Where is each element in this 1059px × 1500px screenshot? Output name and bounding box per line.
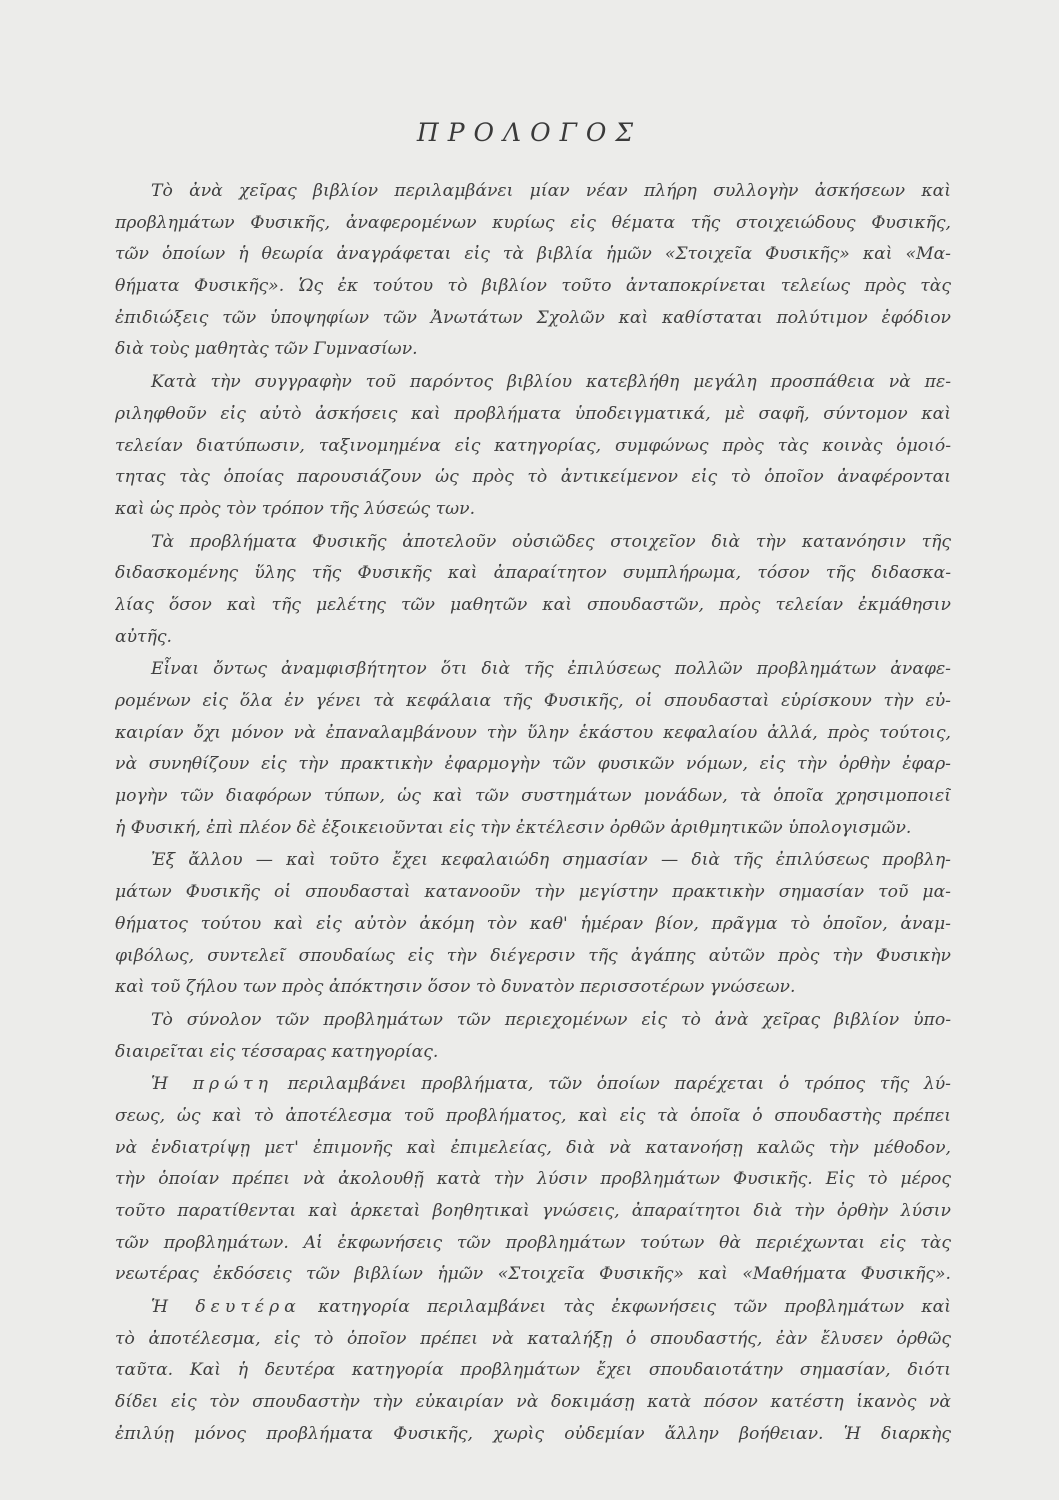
paragraph-1 [115,176,951,366]
text-line: καὶ ὡς πρὸς τὸν τρόπον τῆς λύσεώς των. [115,498,476,519]
text-line: ἐπιλύῃ μόνος προβλήματα Φυσικῆς, χωρὶς οὐδεμίαν ἄλλην βοήθειαν. Ἡ διαρκὴς [115,1423,951,1444]
text-line: τῶν ὁποίων ἡ θεωρία ἀναγράφεται εἰς τὰ βιβλία ἡμῶν «Στοιχεῖα Φυσικῆς» καὶ «Μα- [115,244,951,265]
text-line: νεωτέρας ἐκδόσεις τῶν βιβλίων ἡμῶν «Στοιχεῖα Φυσικῆς» καὶ «Μαθήματα Φυσικῆς». [115,1264,951,1285]
text-line: μογὴν τῶν διαφόρων τύπων, ὡς καὶ τῶν συστημάτων μονάδων, τὰ ὁποῖα χρησιμοποιεῖ [115,786,951,807]
text-line: σεως, ὡς καὶ τὸ ἀποτέλεσμα τοῦ προβλήματος, καὶ εἰς τὰ ὁποῖα ὁ σπουδαστὴς πρέπει [115,1105,951,1126]
text-line: ταῦτα. Καὶ ἡ δευτέρα κατηγορία προβλημάτων ἔχει σπουδαιοτάτην σημασίαν, διότι [115,1360,951,1381]
text-line: τοῦτο παρατίθενται καὶ ἀρκεταὶ βοηθητικαὶ γνώσεις, ἀπαραίτητοι διὰ τὴν ὀρθὴν λύσιν [115,1201,951,1221]
text-line: Τὸ σύνολον τῶν προβλημάτων τῶν περιεχομένων εἰς τὸ ἀνὰ χεῖρας βιβλίον ὑπο- [151,1009,951,1030]
paragraph-8 [115,1292,951,1450]
text-line: καὶ τοῦ ζήλου των πρὸς ἀπόκτησιν ὅσον τὸ δυνατὸν περισσοτέρων γνώσεων. [115,977,796,998]
paragraph-2 [115,367,951,525]
text-line: αὐτῆς. [115,626,172,647]
emphasis-lead: Ἡ πρώτη [151,1074,273,1095]
text-line: ριληφθοῦν εἰς αὐτὸ ἀσκήσεις καὶ προβλήματα ὑποδειγματικά, μὲ σαφῆ, σύντομον καὶ [115,403,951,424]
paragraph-6 [115,1005,951,1068]
text-line: τῶν προβλημάτων. Αἱ ἐκφωνήσεις τῶν προβλημάτων τούτων θὰ περιέχωνται εἰς τὰς [115,1232,951,1253]
text-line: νὰ ἐνδιατρίψῃ μετ' ἐπιμονῆς καὶ ἐπιμελείας, διὰ νὰ κατανοήσῃ καλῶς τὴν μέθοδον, [115,1137,951,1158]
text-line: Ἐξ ἄλλου — καὶ τοῦτο ἔχει κεφαλαιώδη σημασίαν — διὰ τῆς ἐπιλύσεως προβλη- [151,850,951,871]
text-line: ἡ Φυσική, ἐπὶ πλέον δὲ ἐξοικειοῦνται εἰς τὴν ἐκτέλεσιν ὀρθῶν ἀριθμητικῶν ὑπολογισμῶν. [115,817,912,838]
text-line: Κατὰ τὴν συγγραφὴν τοῦ παρόντος βιβλίου κατεβλήθη μεγάλη προσπάθεια νὰ πε- [151,372,951,393]
text-line: Εἶναι ὄντως ἀναμφισβήτητον ὅτι διὰ τῆς ἐπιλύσεως πολλῶν προβλημάτων ἀναφε- [151,659,951,680]
text-line: ρομένων εἰς ὅλα ἐν γένει τὰ κεφάλαια τῆς Φυσικῆς, οἱ σπουδασταὶ εὑρίσκουν τὴν εὐ- [115,691,951,711]
text-line: μάτων Φυσικῆς οἱ σπουδασταὶ κατανοοῦν τὴν μεγίστην πρακτικὴν σημασίαν τοῦ μα- [115,882,951,903]
text-line [115,1292,951,1324]
text-run: περιλαμβάνει προβλήματα, τῶν ὁποίων παρέχεται ὁ τρόπος τῆς λύ- [272,1074,951,1095]
paragraph-5 [115,845,951,1003]
text-line: διδασκομένης ὕλης τῆς Φυσικῆς καὶ ἀπαραίτητον συμπλήρωμα, τόσον τῆς διδασκα- [115,563,951,584]
text-line: θήματος τούτου καὶ εἰς αὐτὸν ἀκόμη τὸν καθ' ἡμέραν βίον, πρᾶγμα τὸ ὁποῖον, ἀναμ- [115,913,951,934]
text-line: δίδει εἰς τὸν σπουδαστὴν τὴν εὐκαιρίαν νὰ δοκιμάσῃ κατὰ πόσον κατέστη ἱκανὸς νὰ [115,1392,951,1413]
text-line: διαιρεῖται εἰς τέσσαρας κατηγορίας. [115,1041,439,1062]
text-line: λίας ὅσον καὶ τῆς μελέτης τῶν μαθητῶν καὶ σπουδαστῶν, πρὸς τελείαν ἐκμάθησιν [115,594,951,615]
text-line: τὸ ἀποτέλεσμα, εἰς τὸ ὁποῖον πρέπει νὰ καταλήξῃ ὁ σπουδαστής, ἐὰν ἔλυσεν ὀρθῶς [115,1328,951,1349]
paragraph-4 [115,654,951,844]
text-line: φιβόλως, συντελεῖ σπουδαίως εἰς τὴν διέγερσιν τῆς ἀγάπης αὐτῶν πρὸς τὴν Φυσικὴν [115,945,951,966]
text-line: νὰ συνηθίζουν εἰς τὴν πρακτικὴν ἐφαρμογὴν τῶν φυσικῶν νόμων, εἰς τὴν ὀρθὴν ἐφαρ- [115,754,951,775]
text-line: τελείαν διατύπωσιν, ταξινομημένα εἰς κατηγορίας, συμφώνως πρὸς τὰς κοινὰς ὁμοιό- [115,435,951,456]
paragraph-3 [115,527,951,654]
emphasis-lead: Ἡ δευτέρα [151,1297,301,1318]
text-line: ἐπιδιώξεις τῶν ὑποψηφίων τῶν Ἀνωτάτων Σχολῶν καὶ καθίσταται πολύτιμον ἐφόδιον [115,307,951,328]
text-line: διὰ τοὺς μαθητὰς τῶν Γυμνασίων. [115,339,418,360]
text-line [115,1069,951,1101]
text-line: θήματα Φυσικῆς». Ὡς ἐκ τούτου τὸ βιβλίον τοῦτο ἀνταποκρίνεται τελείως πρὸς τὰς [115,276,951,297]
text-line: προβλημάτων Φυσικῆς, ἀναφερομένων κυρίως εἰς θέματα τῆς στοιχειώδους Φυσικῆς, [115,212,951,233]
text-line: τητας τὰς ὁποίας παρουσιάζουν ὡς πρὸς τὸ ἀντικείμενον εἰς τὸ ὁποῖον ἀναφέρονται [115,467,951,488]
text-line: Τὸ ἀνὰ χεῖρας βιβλίον περιλαμβάνει μίαν νέαν πλήρη συλλογὴν ἀσκήσεων καὶ [151,181,951,201]
text-line: Τὰ προβλήματα Φυσικῆς ἀποτελοῦν οὐσιῶδες στοιχεῖον διὰ τὴν κατανόησιν τῆς [151,531,951,552]
text-run: κατηγορία περιλαμβάνει τὰς ἐκφωνήσεις τῶν προβλημάτων καὶ [300,1297,951,1318]
preface-body [115,176,951,1452]
text-line: τὴν ὁποίαν πρέπει νὰ ἀκολουθῇ κατὰ τὴν λύσιν προβλημάτων Φυσικῆς. Εἰς τὸ μέρος [115,1169,951,1190]
text-line: καιρίαν ὄχι μόνον νὰ ἐπαναλαμβάνουν τὴν ὕλην ἑκάστου κεφαλαίου ἀλλά, πρὸς τούτοις, [115,722,951,743]
page-title: ΠΡΟΛΟΓΟΣ [416,118,643,147]
paragraph-7 [115,1069,951,1291]
